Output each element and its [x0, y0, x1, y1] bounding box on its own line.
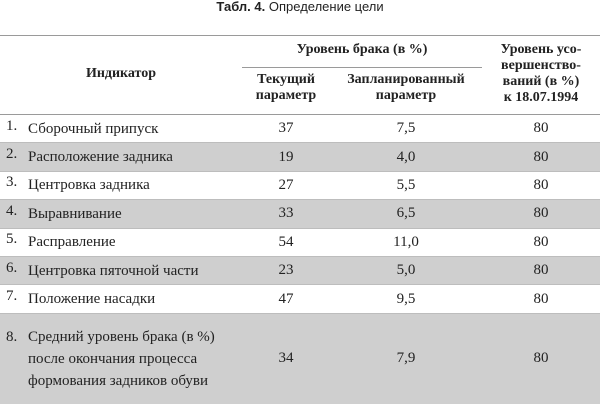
improvement-value: 80 — [533, 350, 549, 367]
planned-value: 9,5 — [396, 290, 416, 307]
row-number: 1. — [6, 117, 18, 134]
improvement-value: 80 — [533, 120, 549, 137]
indicator-text: Положение насадки — [28, 291, 156, 308]
planned-value: 5,5 — [396, 176, 416, 193]
table-row — [0, 285, 600, 313]
current-value: 34 — [278, 350, 294, 367]
indicator-cell — [0, 326, 242, 392]
row-number: 3. — [6, 174, 18, 191]
table-top-rule — [0, 35, 600, 36]
table-row — [0, 200, 600, 228]
indicator-text: Центровка задника — [28, 177, 150, 194]
table-row — [0, 314, 600, 404]
improvement-value: 80 — [533, 290, 549, 307]
row-number: 6. — [6, 259, 18, 276]
indicator-text: Расправление — [28, 234, 116, 251]
indicator-cell — [0, 146, 242, 168]
caption-title: Определение цели — [268, 0, 384, 14]
improvement-value: 80 — [533, 148, 549, 165]
current-value: 37 — [278, 120, 294, 137]
header-indicator: Индикатор — [85, 66, 157, 81]
planned-value: 11,0 — [393, 233, 419, 250]
improvement-value: 80 — [533, 262, 549, 279]
indicator-cell — [0, 231, 242, 253]
caption-label: Табл. 4. — [216, 0, 266, 14]
planned-value: 4,0 — [396, 148, 416, 165]
current-value: 27 — [278, 176, 294, 193]
table-row — [0, 229, 600, 257]
current-value: 54 — [278, 233, 294, 250]
header-defect-level-group: Уровень брака (в %) — [296, 42, 428, 57]
improvement-value: 80 — [533, 176, 549, 193]
indicator-cell — [0, 203, 242, 225]
planned-value: 7,5 — [396, 120, 416, 137]
table-row — [0, 115, 600, 143]
row-number: 2. — [6, 146, 18, 163]
header-group-rule — [242, 67, 482, 68]
planned-value: 6,5 — [396, 205, 416, 222]
indicator-cell — [0, 288, 242, 310]
row-number: 8. — [6, 328, 18, 345]
table-body — [0, 115, 600, 404]
current-value: 33 — [278, 205, 294, 222]
current-value: 47 — [278, 290, 294, 307]
current-value: 23 — [278, 262, 294, 279]
indicator-text: Центровка пяточной части — [28, 262, 199, 279]
header-planned-parameter: Запланированный параметр — [347, 72, 465, 103]
row-number: 5. — [6, 231, 18, 248]
indicator-text: Расположение задника — [28, 149, 173, 166]
header-improvement-level: Уровень усо- вершенство- ваний (в %) к 18.07.1994 — [500, 42, 582, 105]
improvement-value: 80 — [533, 233, 549, 250]
planned-value: 7,9 — [396, 350, 416, 367]
current-value: 19 — [278, 148, 294, 165]
planned-value: 5,0 — [396, 262, 416, 279]
indicator-cell — [0, 118, 242, 140]
table-row — [0, 257, 600, 285]
header-current-parameter: Текущий параметр — [255, 72, 317, 103]
indicator-cell — [0, 260, 242, 282]
indicator-text: Средний уровень брака (в %) после окончания процесса формования задников обуви — [28, 328, 215, 389]
improvement-value: 80 — [533, 205, 549, 222]
row-number: 4. — [6, 202, 18, 219]
table-caption — [0, 0, 600, 22]
row-number: 7. — [6, 288, 18, 305]
table-row — [0, 143, 600, 171]
indicator-cell — [0, 174, 242, 196]
indicator-text: Выравнивание — [28, 205, 122, 222]
table-row — [0, 172, 600, 200]
indicator-text: Сборочный припуск — [28, 120, 159, 137]
